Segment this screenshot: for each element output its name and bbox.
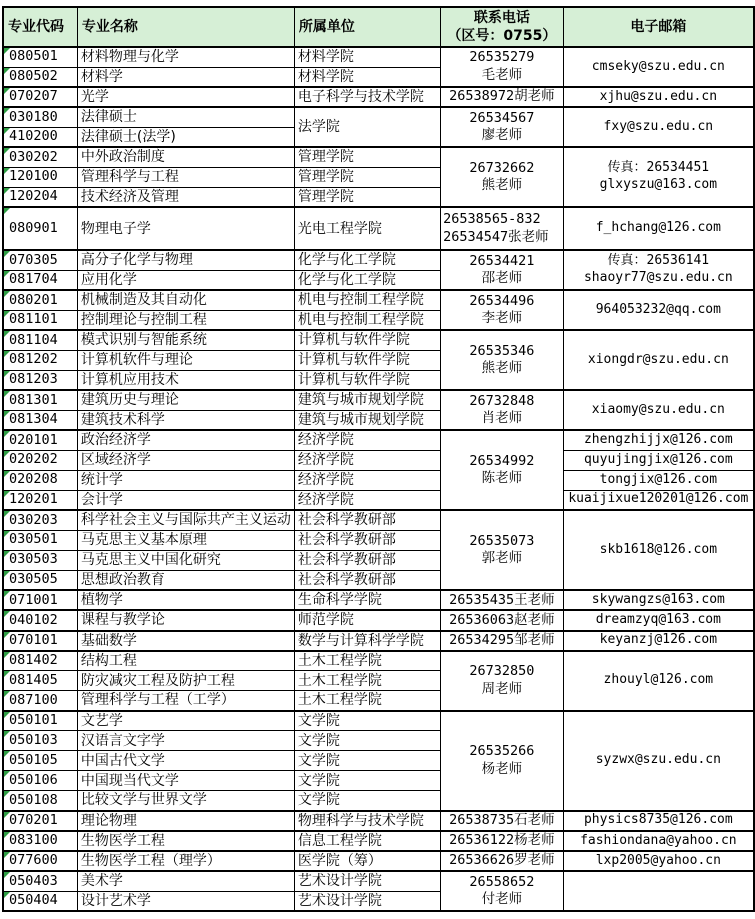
phone-cell: 26536122杨老师	[441, 831, 564, 851]
email-cell: 传真：26536141 shaoyr77@szu.edu.cn	[563, 250, 754, 290]
cell-corner-triangle-icon	[4, 351, 10, 357]
unit-cell: 材料学院	[294, 67, 440, 87]
email-cell: skb1618@126.com	[563, 510, 754, 590]
unit-cell: 计算机与软件学院	[294, 370, 440, 390]
email-cell: skywangzs@163.com	[563, 590, 754, 610]
email-cell: fashiondana@yahoo.cn	[563, 831, 754, 851]
email-cell: zhouyl@126.com	[563, 651, 754, 711]
major-name-cell: 法律硕士	[77, 107, 294, 127]
major-code-cell: 077600	[3, 851, 77, 871]
phone-cell: 26535073 郭老师	[441, 510, 564, 590]
table-row	[3, 871, 754, 891]
phone-cell: 26534567 廖老师	[441, 107, 564, 147]
major-name-cell: 植物学	[77, 590, 294, 610]
major-name-cell: 科学社会主义与国际共产主义运动	[77, 510, 294, 530]
major-code-cell: 081104	[3, 330, 77, 350]
header-phone-line1: 联系电话	[473, 9, 530, 26]
cell-corner-triangle-icon	[4, 331, 10, 337]
cell-corner-triangle-icon	[4, 712, 10, 718]
phone-cell: 26535435王老师	[441, 590, 564, 610]
table-row	[3, 47, 754, 67]
phone-cell: 26534421 邵老师	[441, 250, 564, 290]
header-email: 电子邮箱	[563, 7, 754, 47]
cell-corner-triangle-icon	[4, 88, 10, 94]
cell-corner-triangle-icon	[4, 148, 10, 154]
unit-cell: 艺术设计学院	[294, 871, 440, 891]
unit-cell: 管理学院	[294, 147, 440, 167]
table-row	[3, 390, 754, 410]
phone-cell: 26732848 肖老师	[441, 390, 564, 430]
major-name-cell: 政治经济学	[77, 430, 294, 450]
cell-corner-triangle-icon	[4, 691, 10, 697]
email-cell: tongjix@126.com	[563, 470, 754, 490]
major-name-cell: 比较文学与世界文学	[77, 791, 294, 811]
email-cell: xiaomy@szu.edu.cn	[563, 390, 754, 430]
major-name-cell: 生物医学工程	[77, 831, 294, 851]
major-name-cell: 高分子化学与物理	[77, 250, 294, 270]
header-major-code: 专业代码	[3, 7, 77, 47]
cell-corner-triangle-icon	[4, 591, 10, 597]
cell-corner-triangle-icon	[4, 208, 10, 214]
major-code-cell: 020202	[3, 450, 77, 470]
major-name-cell: 课程与教学论	[77, 610, 294, 630]
email-cell: dreamzyq@163.com	[563, 610, 754, 630]
unit-cell: 文学院	[294, 791, 440, 811]
major-name-cell: 建筑技术科学	[77, 410, 294, 430]
email-cell: xjhu@szu.edu.cn	[563, 87, 754, 107]
phone-cell: 26538565-832 26534547张老师	[441, 207, 564, 250]
unit-cell: 艺术设计学院	[294, 891, 440, 911]
cell-corner-triangle-icon	[4, 251, 10, 257]
cell-corner-triangle-icon	[4, 632, 10, 638]
major-code-cell: 071001	[3, 590, 77, 610]
unit-cell: 文学院	[294, 751, 440, 771]
email-cell: fxy@szu.edu.cn	[563, 107, 754, 147]
major-name-cell: 区域经济学	[77, 450, 294, 470]
table-row	[3, 711, 754, 731]
email-cell: lxp2005@yahoo.cn	[563, 851, 754, 871]
cell-corner-triangle-icon	[4, 571, 10, 577]
cell-corner-triangle-icon	[4, 311, 10, 317]
email-cell: 964053232@qq.com	[563, 290, 754, 330]
table-row	[3, 590, 754, 610]
table-row	[3, 631, 754, 651]
major-code-cell: 030505	[3, 570, 77, 590]
cell-corner-triangle-icon	[4, 271, 10, 277]
major-code-cell: 081301	[3, 390, 77, 410]
cell-corner-triangle-icon	[4, 48, 10, 54]
header-unit: 所属单位	[294, 7, 440, 47]
cell-corner-triangle-icon	[4, 872, 10, 878]
table-row	[3, 811, 754, 831]
major-code-cell: 050105	[3, 751, 77, 771]
major-code-cell: 050403	[3, 871, 77, 891]
major-code-cell: 081405	[3, 671, 77, 691]
cell-corner-triangle-icon	[4, 431, 10, 437]
table-row	[3, 430, 754, 450]
cell-corner-triangle-icon	[4, 291, 10, 297]
unit-cell: 数学与计算科学学院	[294, 631, 440, 651]
cell-corner-triangle-icon	[4, 771, 10, 777]
major-code-cell: 050108	[3, 791, 77, 811]
major-name-cell: 基础数学	[77, 631, 294, 651]
email-cell	[563, 871, 754, 911]
major-name-cell: 模式识别与智能系统	[77, 330, 294, 350]
major-code-cell: 081402	[3, 651, 77, 671]
unit-cell: 社会科学教研部	[294, 530, 440, 550]
unit-cell: 信息工程学院	[294, 831, 440, 851]
phone-cell: 26535279 毛老师	[441, 47, 564, 87]
unit-cell: 管理学院	[294, 187, 440, 207]
major-name-cell: 生物医学工程（理学）	[77, 851, 294, 871]
majors-contact-table	[2, 6, 755, 912]
email-cell: 传真：26534451 glxyszu@163.com	[563, 147, 754, 207]
major-code-cell: 050101	[3, 711, 77, 731]
table-row	[3, 450, 754, 470]
major-code-cell: 081202	[3, 350, 77, 370]
unit-cell: 法学院	[294, 107, 440, 147]
table-row	[3, 851, 754, 871]
cell-corner-triangle-icon	[4, 652, 10, 658]
unit-cell: 文学院	[294, 711, 440, 731]
cell-corner-triangle-icon	[4, 168, 10, 174]
cell-corner-triangle-icon	[4, 491, 10, 497]
major-code-cell: 030180	[3, 107, 77, 127]
cell-corner-triangle-icon	[4, 551, 10, 557]
unit-cell: 建筑与城市规划学院	[294, 390, 440, 410]
unit-cell: 社会科学教研部	[294, 510, 440, 530]
cell-corner-triangle-icon	[4, 892, 10, 898]
unit-cell: 机电与控制工程学院	[294, 310, 440, 330]
major-name-cell: 中国古代文学	[77, 751, 294, 771]
phone-cell: 26558652 付老师	[441, 871, 564, 911]
phone-cell: 26538735石老师	[441, 811, 564, 831]
email-cell: quyujingjix@126.com	[563, 450, 754, 470]
table-row	[3, 290, 754, 310]
cell-corner-triangle-icon	[4, 391, 10, 397]
cell-corner-triangle-icon	[4, 531, 10, 537]
cell-corner-triangle-icon	[4, 832, 10, 838]
major-name-cell: 光学	[77, 87, 294, 107]
phone-cell: 26732662 熊老师	[441, 147, 564, 207]
major-name-cell: 材料学	[77, 67, 294, 87]
major-code-cell: 083100	[3, 831, 77, 851]
unit-cell: 计算机与软件学院	[294, 330, 440, 350]
phone-cell: 26732850 周老师	[441, 651, 564, 711]
major-name-cell: 控制理论与控制工程	[77, 310, 294, 330]
unit-cell: 物理科学与技术学院	[294, 811, 440, 831]
phone-cell: 26535346 熊老师	[441, 330, 564, 390]
phone-cell: 26536626罗老师	[441, 851, 564, 871]
phone-cell: 26534496 李老师	[441, 290, 564, 330]
cell-corner-triangle-icon	[4, 188, 10, 194]
cell-corner-triangle-icon	[4, 671, 10, 677]
major-code-cell: 080502	[3, 67, 77, 87]
major-code-cell: 020208	[3, 470, 77, 490]
cell-corner-triangle-icon	[4, 511, 10, 517]
major-name-cell: 马克思主义基本原理	[77, 530, 294, 550]
major-name-cell: 美术学	[77, 871, 294, 891]
phone-cell: 26538972胡老师	[441, 87, 564, 107]
phone-cell: 26534295邹老师	[441, 631, 564, 651]
cell-corner-triangle-icon	[4, 471, 10, 477]
header-major-name: 专业名称	[77, 7, 294, 47]
email-cell: physics8735@126.com	[563, 811, 754, 831]
major-code-cell: 050404	[3, 891, 77, 911]
table-header	[3, 7, 754, 47]
table-row	[3, 250, 754, 270]
cell-corner-triangle-icon	[4, 68, 10, 74]
major-code-cell: 050106	[3, 771, 77, 791]
unit-cell: 师范学院	[294, 610, 440, 630]
major-name-cell: 建筑历史与理论	[77, 390, 294, 410]
major-code-cell: 050103	[3, 731, 77, 751]
major-name-cell: 结构工程	[77, 651, 294, 671]
major-name-cell: 材料物理与化学	[77, 47, 294, 67]
email-cell: keyanzj@126.com	[563, 631, 754, 651]
major-name-cell: 会计学	[77, 490, 294, 510]
major-name-cell: 管理科学与工程	[77, 167, 294, 187]
phone-cell: 26536063赵老师	[441, 610, 564, 630]
major-code-cell: 087100	[3, 691, 77, 711]
major-code-cell: 070101	[3, 631, 77, 651]
major-code-cell: 030503	[3, 550, 77, 570]
major-code-cell: 081704	[3, 270, 77, 290]
table-row	[3, 610, 754, 630]
email-cell: syzwx@szu.edu.cn	[563, 711, 754, 811]
unit-cell: 机电与控制工程学院	[294, 290, 440, 310]
unit-cell: 生命科学学院	[294, 590, 440, 610]
table-row	[3, 330, 754, 350]
major-code-cell: 070305	[3, 250, 77, 270]
header-phone-line2: （区号：0755）	[447, 28, 557, 44]
cell-corner-triangle-icon	[4, 451, 10, 457]
unit-cell: 管理学院	[294, 167, 440, 187]
cell-corner-triangle-icon	[4, 611, 10, 617]
table-row	[3, 831, 754, 851]
major-name-cell: 管理科学与工程（工学）	[77, 691, 294, 711]
major-code-cell: 040102	[3, 610, 77, 630]
major-code-cell: 080501	[3, 47, 77, 67]
unit-cell: 文学院	[294, 731, 440, 751]
unit-cell: 计算机与软件学院	[294, 350, 440, 370]
table-row	[3, 207, 754, 250]
unit-cell: 光电工程学院	[294, 207, 440, 250]
unit-cell: 经济学院	[294, 470, 440, 490]
unit-cell: 材料学院	[294, 47, 440, 67]
major-name-cell: 机械制造及其自动化	[77, 290, 294, 310]
major-name-cell: 文艺学	[77, 711, 294, 731]
major-name-cell: 技术经济及管理	[77, 187, 294, 207]
email-cell: kuaijixue120201@126.com	[563, 490, 754, 510]
major-name-cell: 防灾减灾工程及防护工程	[77, 671, 294, 691]
email-cell: cmseky@szu.edu.cn	[563, 47, 754, 87]
unit-cell: 医学院（筹）	[294, 851, 440, 871]
email-cell: xiongdr@szu.edu.cn	[563, 330, 754, 390]
cell-corner-triangle-icon	[4, 128, 10, 134]
major-name-cell: 中国现当代文学	[77, 771, 294, 791]
cell-corner-triangle-icon	[4, 411, 10, 417]
major-name-cell: 统计学	[77, 470, 294, 490]
major-code-cell: 080901	[3, 207, 77, 250]
unit-cell: 土木工程学院	[294, 671, 440, 691]
header-phone	[441, 7, 564, 47]
cell-corner-triangle-icon	[4, 731, 10, 737]
cell-corner-triangle-icon	[4, 852, 10, 858]
email-cell: f_hchang@126.com	[563, 207, 754, 250]
unit-cell: 建筑与城市规划学院	[294, 410, 440, 430]
major-name-cell: 思想政治教育	[77, 570, 294, 590]
major-name-cell: 马克思主义中国化研究	[77, 550, 294, 570]
table-row	[3, 87, 754, 107]
table-row	[3, 107, 754, 127]
table-row	[3, 510, 754, 530]
cell-corner-triangle-icon	[4, 108, 10, 114]
major-code-cell: 081304	[3, 410, 77, 430]
major-name-cell: 应用化学	[77, 270, 294, 290]
table-body	[3, 47, 754, 911]
major-code-cell: 081101	[3, 310, 77, 330]
unit-cell: 经济学院	[294, 450, 440, 470]
unit-cell: 经济学院	[294, 490, 440, 510]
unit-cell: 土木工程学院	[294, 651, 440, 671]
email-cell: zhengzhijjx@126.com	[563, 430, 754, 450]
header-row	[3, 7, 754, 47]
major-code-cell: 120204	[3, 187, 77, 207]
major-code-cell: 030501	[3, 530, 77, 550]
unit-cell: 社会科学教研部	[294, 570, 440, 590]
major-code-cell: 410200	[3, 127, 77, 147]
unit-cell: 社会科学教研部	[294, 550, 440, 570]
major-code-cell: 080201	[3, 290, 77, 310]
major-name-cell: 法律硕士(法学)	[77, 127, 294, 147]
major-name-cell: 计算机应用技术	[77, 370, 294, 390]
major-name-cell: 汉语言文字学	[77, 731, 294, 751]
major-code-cell: 070207	[3, 87, 77, 107]
phone-cell: 26534992 陈老师	[441, 430, 564, 510]
major-code-cell: 020101	[3, 430, 77, 450]
major-name-cell: 中外政治制度	[77, 147, 294, 167]
major-code-cell: 081203	[3, 370, 77, 390]
major-code-cell: 030202	[3, 147, 77, 167]
unit-cell: 经济学院	[294, 430, 440, 450]
cell-corner-triangle-icon	[4, 371, 10, 377]
table-row	[3, 147, 754, 167]
major-code-cell: 120201	[3, 490, 77, 510]
major-name-cell: 理论物理	[77, 811, 294, 831]
unit-cell: 化学与化工学院	[294, 270, 440, 290]
table-row	[3, 490, 754, 510]
table-row	[3, 470, 754, 490]
major-name-cell: 设计艺术学	[77, 891, 294, 911]
major-name-cell: 物理电子学	[77, 207, 294, 250]
cell-corner-triangle-icon	[4, 791, 10, 797]
major-name-cell: 计算机软件与理论	[77, 350, 294, 370]
major-code-cell: 030203	[3, 510, 77, 530]
unit-cell: 化学与化工学院	[294, 250, 440, 270]
unit-cell: 电子科学与技术学院	[294, 87, 440, 107]
cell-corner-triangle-icon	[4, 812, 10, 818]
phone-cell: 26535266 杨老师	[441, 711, 564, 811]
table-row	[3, 651, 754, 671]
major-code-cell: 120100	[3, 167, 77, 187]
unit-cell: 文学院	[294, 771, 440, 791]
major-code-cell: 070201	[3, 811, 77, 831]
cell-corner-triangle-icon	[4, 751, 10, 757]
unit-cell: 土木工程学院	[294, 691, 440, 711]
